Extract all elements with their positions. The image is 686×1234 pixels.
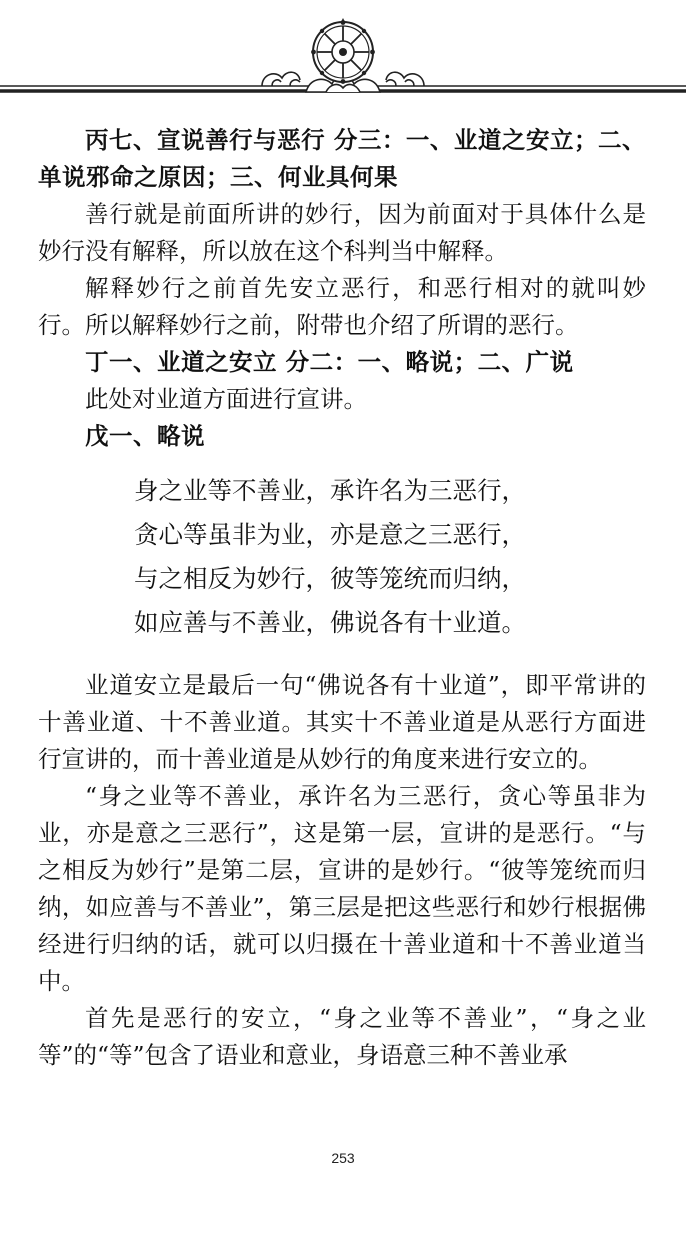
commentary-paragraph: “身之业等不善业，承许名为三恶行，贪心等虽非为业，亦是意之三恶行”，这是第一层，宣讲的是恶行。“与之相反为妙行”是第二层，宣讲的是妙行。“彼等笼统而归纳，如应善与不善业”，第三层是把这些恶行和妙行根据佛经进行归纳的话，就可以归摄在十善业道和十不善业道当中。 — [38, 782, 646, 995]
dharma-wheel-icon — [311, 18, 375, 84]
body-paragraph: 善行就是前面所讲的妙行，因为前面对于具体什么是妙行没有解释，所以放在这个科判当中解释。 — [38, 200, 646, 265]
section-heading: 丁一、业道之安立 分二：一、略说；二、广说 — [85, 348, 574, 376]
verse-line: 贪心等虽非为业，亦是意之三恶行， — [134, 520, 526, 549]
cloud-left-icon — [262, 72, 300, 86]
commentary-paragraph: 首先是恶行的安立，“身之业等不善业”，“身之业等”的“等”包含了语业和意业，身语意三种不善业承 — [38, 1004, 646, 1069]
verse-line: 如应善与不善业，佛说各有十业道。 — [134, 608, 526, 637]
page-body — [38, 122, 646, 1074]
verse-block — [38, 469, 646, 645]
section-heading: 丙七、宣说善行与恶行 分三：一、业道之安立；二、单说邪命之原因；三、何业具何果 — [38, 126, 646, 191]
body-paragraph: 解释妙行之前首先安立恶行，和恶行相对的就叫妙行。所以解释妙行之前，附带也介绍了所谓的恶行。 — [38, 274, 646, 339]
commentary-paragraph: 业道安立是最后一句“佛说各有十业道”，即平常讲的十善业道、十不善业道。其实十不善业道是从恶行方面进行宣讲的，而十善业道是从妙行的角度来进行安立的。 — [38, 671, 646, 773]
verse-line: 与之相反为妙行，彼等笼统而归纳， — [134, 564, 526, 593]
header-ornament — [0, 0, 686, 110]
body-paragraph: 此处对业道方面进行宣讲。 — [85, 385, 367, 413]
cloud-right-icon — [386, 72, 424, 86]
verse-line: 身之业等不善业，承许名为三恶行， — [134, 476, 526, 505]
page-number: 253 — [331, 1150, 355, 1166]
page-header — [0, 0, 686, 110]
section-heading: 戊一、略说 — [85, 422, 205, 450]
